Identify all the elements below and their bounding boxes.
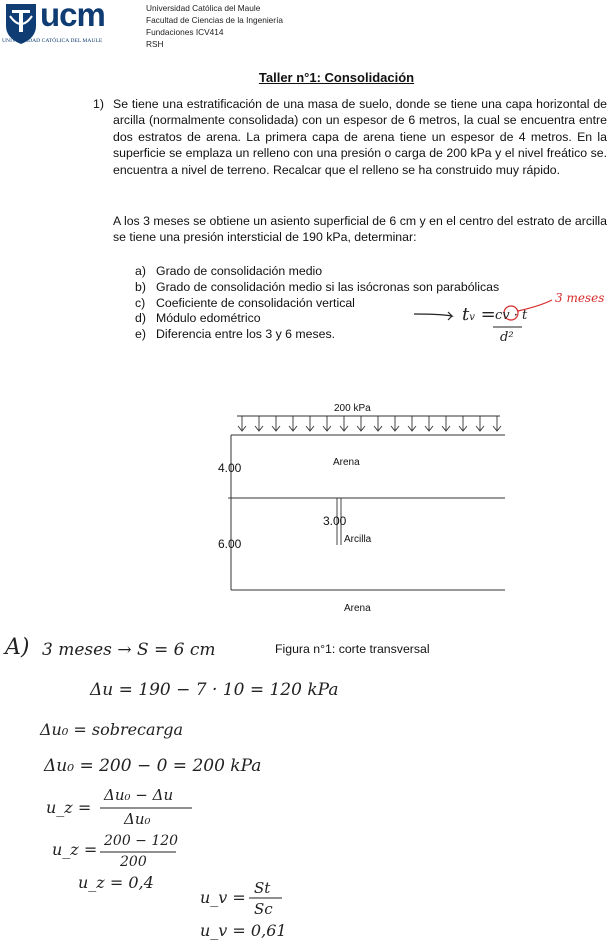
load-label: 200 kPa xyxy=(334,403,371,414)
logo-text: ucm xyxy=(40,0,105,33)
header-university: Universidad Católica del Maule xyxy=(146,3,261,13)
tv-denominator: d² xyxy=(500,330,514,345)
clay-layer-label: Arcilla xyxy=(344,534,372,545)
uz-label: u_z = xyxy=(46,798,92,817)
bottom-layer-label: Arena xyxy=(344,603,371,614)
list-item: c) Coeficiente de consolidación vertical xyxy=(135,295,355,310)
solution-line-4: Δu₀ = 200 − 0 = 200 kPa xyxy=(44,756,262,776)
list-item: d) Módulo edométrico xyxy=(135,311,261,326)
uz-result: u_z = 0,4 xyxy=(78,873,154,892)
solution-line-3: Δu₀ = sobrecarga xyxy=(40,720,183,739)
figure-caption: Figura n°1: corte transversal xyxy=(275,642,430,656)
problem-text: Se tiene una estratificación de una masa de suelo, donde se tiene una capa horizontal de arcilla (normalmente consolidada) con un espesor de 6 metros, la cual se encuentra entre dos estratos de arena. La primera capa de arena tiene un espesor de 4 metros. En la superficie se emplaza un relleno con una presión o carga de 200 kPa y el nivel freático se. encuentra a nivel de terreno. Recalcar que el relleno se ha construido muy rápido. xyxy=(113,97,607,177)
header-author: RSH xyxy=(146,39,164,49)
problem-paragraph-2: A los 3 meses se obtiene un asiento superficial de 6 cm y en el centro del estrato de arcilla se tiene una presión intersticial de 190 kPa, determinar: xyxy=(113,214,607,245)
list-item: b) Grado de consolidación medio si las isócronas son parabólicas xyxy=(135,279,500,294)
logo-subtitle: UNIVERSIDAD CATÓLICA DEL MAULE xyxy=(2,38,103,44)
list-item: a) Grado de consolidación medio xyxy=(135,264,323,278)
solution-line-1: 3 meses → S = 6 cm xyxy=(42,640,216,660)
uv-result: u_v = 0,61 xyxy=(200,921,287,940)
tv-numerator: cv · t xyxy=(495,308,528,323)
uv-denominator: Sc xyxy=(254,900,273,918)
tv-symbol: tv = xyxy=(462,304,496,325)
uz-numerator: Δu₀ − Δu xyxy=(104,786,174,804)
uv-label: u_v = xyxy=(200,888,246,907)
page-title: Taller n°1: Consolidación xyxy=(258,70,415,85)
uz2-denominator: 200 xyxy=(120,854,147,870)
top-layer-label: Arena xyxy=(333,457,360,468)
clay-depth-label: 6.00 xyxy=(218,537,242,551)
list-item: e) Diferencia entre los 3 y 6 meses. xyxy=(135,327,336,342)
mid-depth-label: 3.00 xyxy=(323,514,347,528)
problem-number: 1) xyxy=(93,97,104,111)
solution-line-2: Δu = 190 − 7 · 10 = 120 kPa xyxy=(90,680,339,700)
uv-numerator: St xyxy=(254,879,271,897)
top-depth-label: 4.00 xyxy=(218,461,242,475)
part-a-label: A) xyxy=(5,635,30,660)
uz2-numerator: 200 − 120 xyxy=(104,833,179,849)
uz-denominator: Δu₀ xyxy=(124,810,151,828)
header-faculty: Facultad de Ciencias de la Ingeniería xyxy=(146,15,283,25)
uz2-label: u_z = xyxy=(52,840,98,859)
header-course: Fundaciones ICV414 xyxy=(146,27,224,37)
three-months-note: 3 meses xyxy=(555,291,605,305)
